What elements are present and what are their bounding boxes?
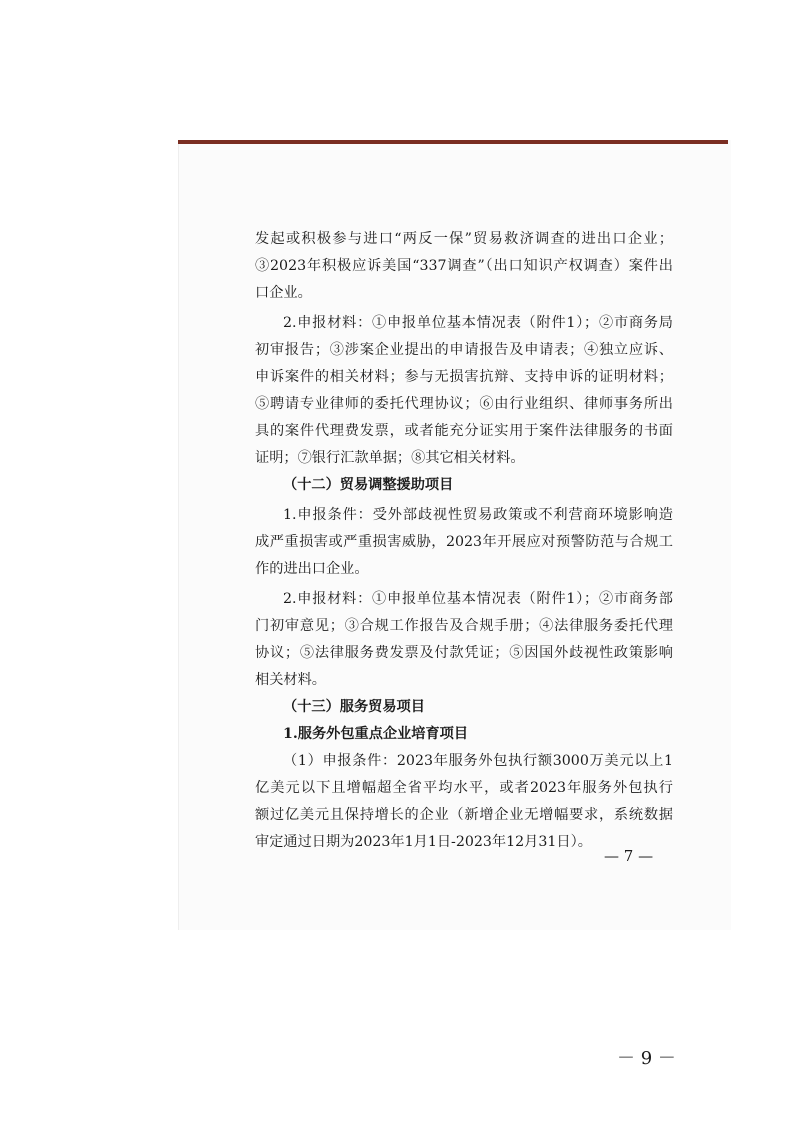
text-line: 成严重损害或严重损害威胁，2023年开展应对预警防范与合规工	[255, 534, 673, 550]
section-heading: （十二）贸易调整援助项目	[283, 477, 454, 493]
text-line: 额过亿美元且保持增长的企业（新增企业无增幅要求，系统数据	[255, 807, 673, 823]
subsection-heading: 1.服务外包重点企业培育项目	[283, 726, 469, 742]
text-line: 审定通过日期为2023年1月1日-2023年12月31日）。	[255, 834, 592, 850]
text-line: 口企业。	[255, 285, 312, 301]
section-heading: （十三）服务贸易项目	[283, 699, 425, 715]
document-body	[255, 226, 673, 856]
text-line: 协议；⑤法律服务费发票及付款凭证；⑤因国外歧视性政策影响	[255, 645, 673, 661]
text-line: ⑤聘请专业律师的委托代理协议；⑥由行业组织、律师事务所出	[255, 396, 673, 412]
text-line: 2.申报材料：①申报单位基本情况表（附件1）；②市商务部	[283, 591, 673, 607]
text-line: 门初审意见；③合规工作报告及合规手册；④法律服务委托代理	[255, 618, 673, 634]
text-line: 申诉案件的相关材料；参与无损害抗辩、支持申诉的证明材料；	[255, 369, 673, 385]
text-line: 亿美元以下且增幅超全省平均水平，或者2023年服务外包执行	[255, 780, 673, 796]
text-line: 相关材料。	[255, 672, 326, 688]
text-line: 作的进出口企业。	[255, 561, 369, 577]
text-line: 证明；⑦银行汇款单据；⑧其它相关材料。	[255, 450, 525, 466]
text-line: 具的案件代理费发票，或者能充分证实用于案件法律服务的书面	[255, 423, 673, 439]
header-rule	[178, 140, 728, 144]
text-line: 2.申报材料：①申报单位基本情况表（附件1）；②市商务局	[283, 315, 673, 331]
text-line: ③2023年积极应诉美国“337调查”（出口知识产权调查）案件出	[255, 258, 673, 274]
text-line: 1.申报条件：受外部歧视性贸易政策或不利营商环境影响造	[283, 507, 673, 523]
outer-page-number: － 9 －	[617, 1048, 676, 1069]
text-line: （1）申报条件：2023年服务外包执行额3000万美元以上1	[283, 753, 673, 769]
text-line: 初审报告；③涉案企业提出的申请报告及申请表；④独立应诉、	[255, 342, 673, 358]
text-line: 发起或积极参与进口“两反一保”贸易救济调查的进出口企业；	[255, 231, 673, 247]
inner-page-number: — 7 —	[604, 847, 654, 865]
